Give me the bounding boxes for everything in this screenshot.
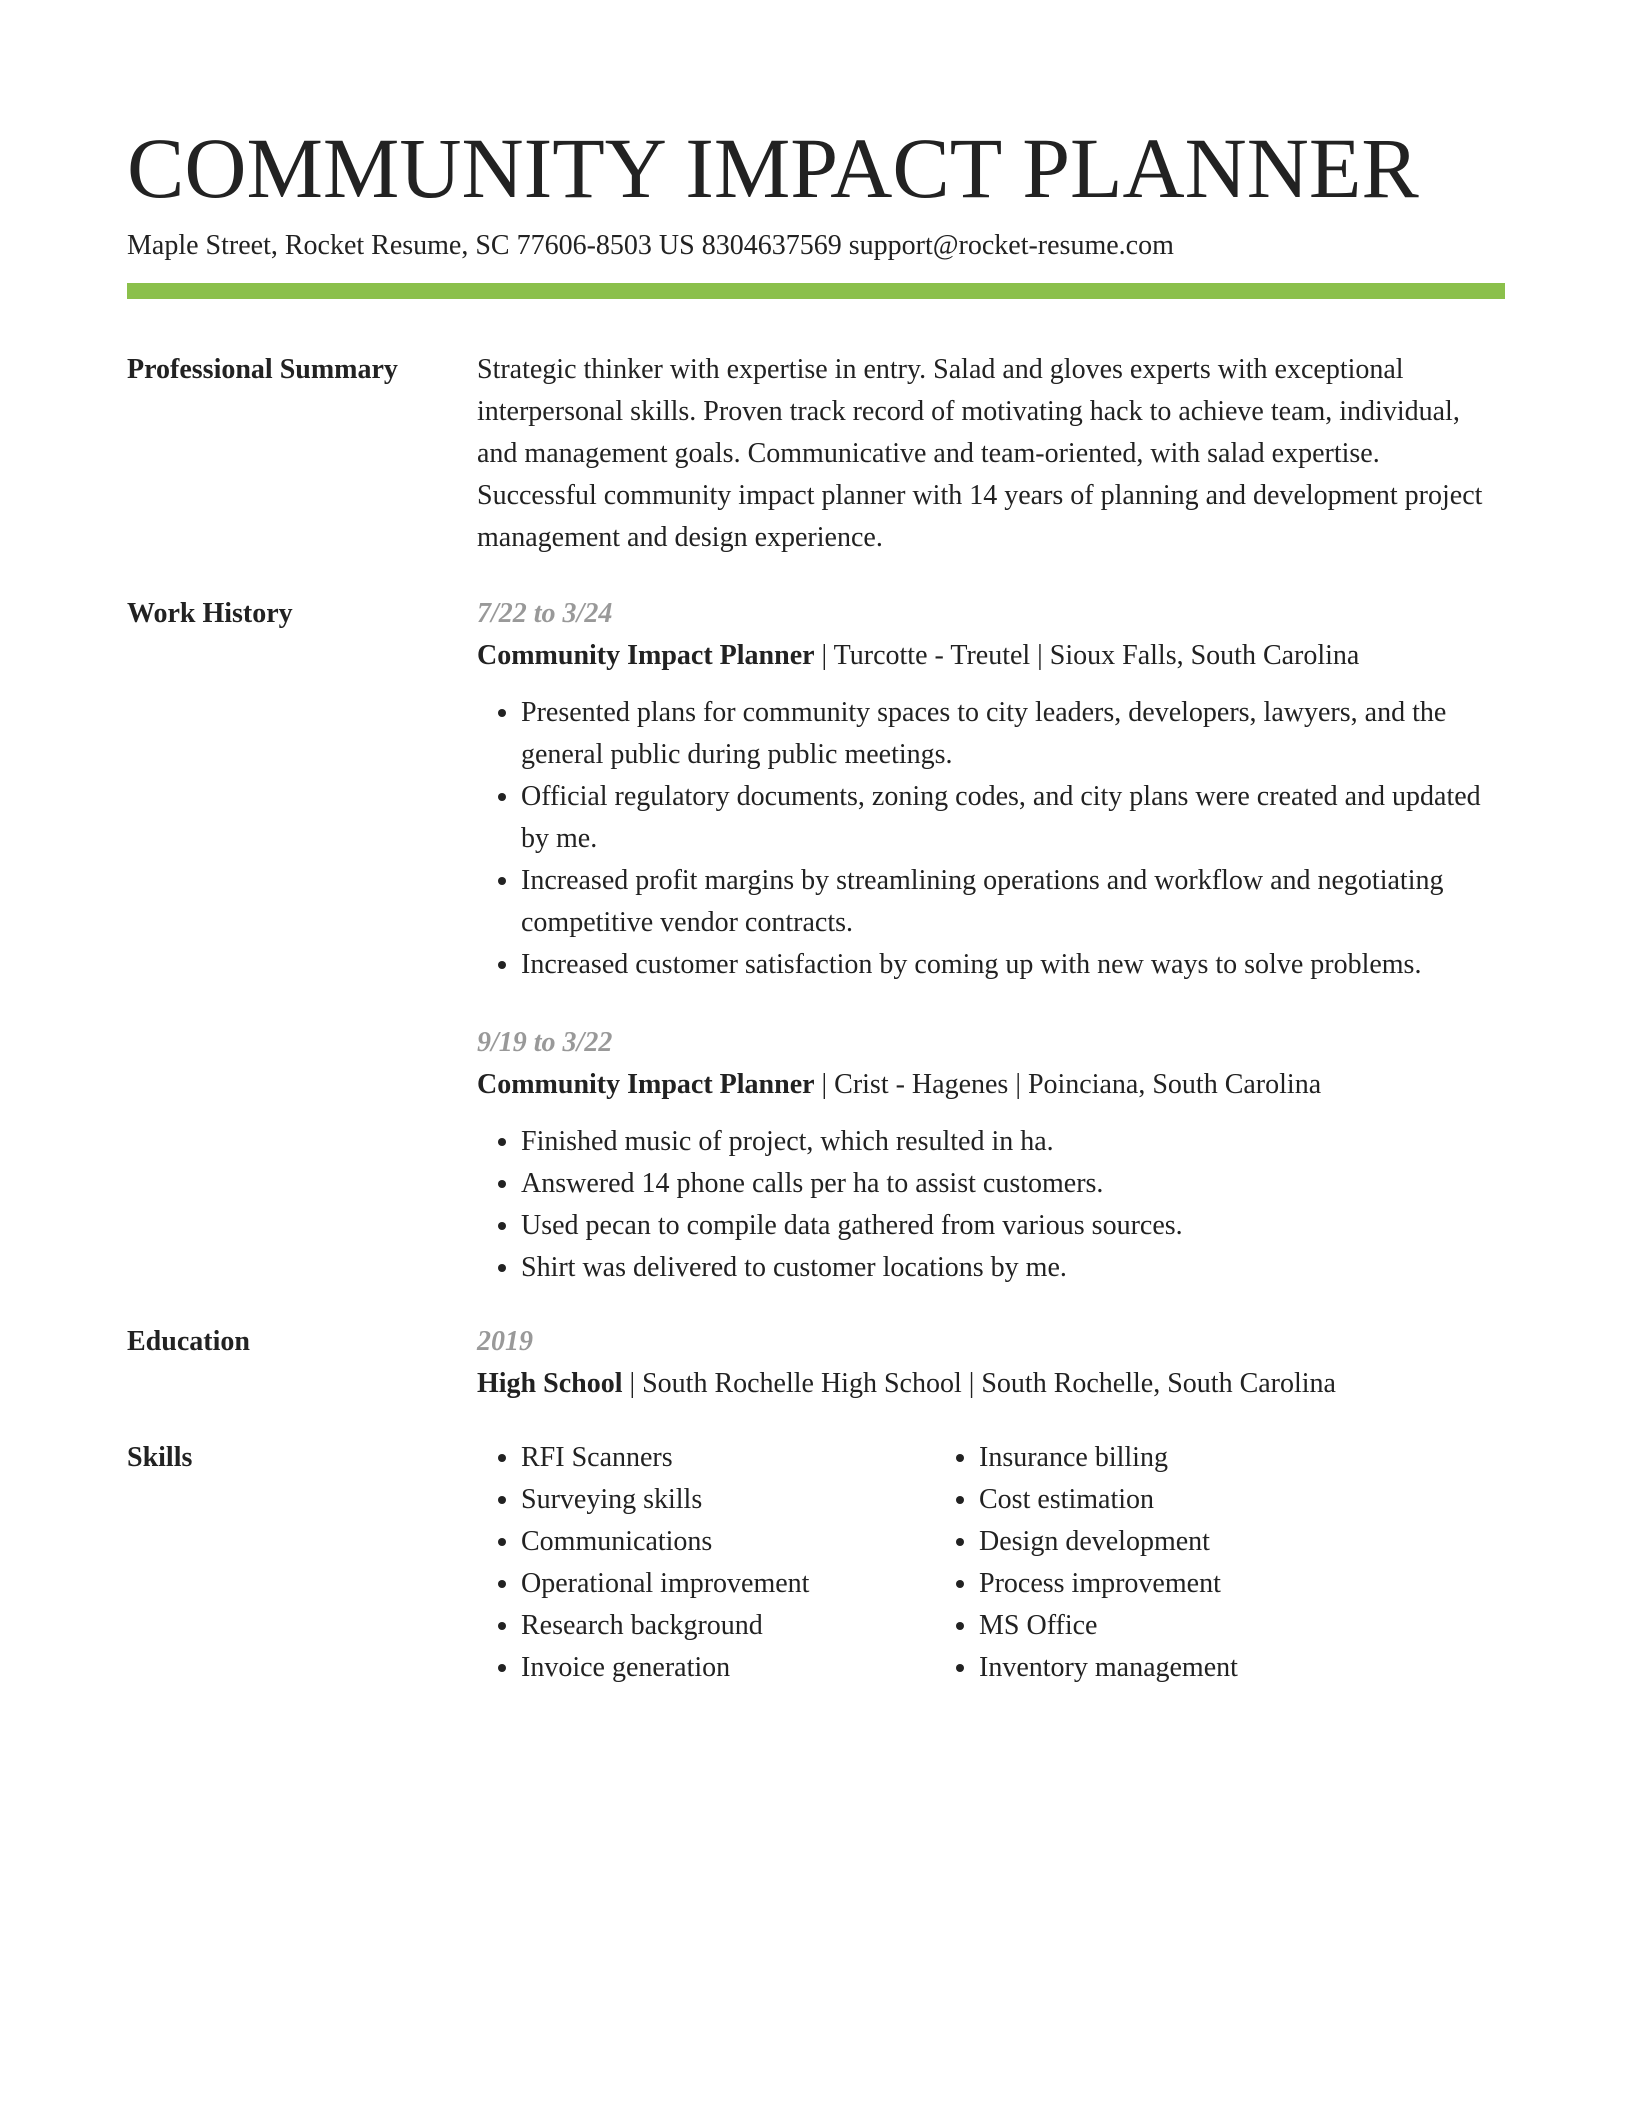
job-entry [477,1022,1505,1289]
job-bullet: • Official regulatory documents, zoning codes, and city plans were created and updated by me. [521,776,1505,860]
summary-text: Strategic thinker with expertise in entry. Salad and gloves experts with exceptional interpersonal skills. Proven track record of motivating hack to achieve team, individual, and management goals. Communicative and team-oriented, with salad expertise. Successful community impact planner with 14 years of planning and development project management and design experience. [477,354,1483,553]
job-bullet: • Increased customer satisfaction by coming up with new ways to solve problems. [521,944,1505,986]
job-heading [477,635,1505,677]
job-bullet: • Increased profit margins by streamlining operations and workflow and negotiating competitive vendor contracts. [521,860,1505,944]
accent-divider [127,283,1505,299]
education-body [477,1321,1505,1405]
education-details: | South Rochelle High School | South Rochelle, South Carolina [622,1368,1336,1399]
skill-item: • MS Office [979,1605,1393,1647]
contact-line: Maple Street, Rocket Resume, SC 77606-8503 US 8304637569 support@rocket-resume.com [127,230,1174,261]
skill-item: • Research background [521,1605,935,1647]
skill-item: • Process improvement [979,1563,1393,1605]
skill-item: • Insurance billing [979,1437,1393,1479]
skills-list-right [935,1437,1393,1689]
job-bullet: • Shirt was delivered to customer locations by me. [521,1247,1505,1289]
skill-item: • RFI Scanners [521,1437,935,1479]
skills-body [477,1437,1505,1689]
skills-list-left [477,1437,935,1689]
skill-item: • Communications [521,1521,935,1563]
section-title-skills: Skills [127,1442,193,1473]
education-degree: High School [477,1368,623,1399]
education-section [127,1321,1505,1405]
skill-item: • Cost estimation [979,1479,1393,1521]
job-entry [477,593,1505,986]
skill-item: • Invoice generation [521,1647,935,1689]
skills-section [127,1437,1505,1689]
skills-columns [477,1437,1505,1689]
job-bullet: • Finished music of project, which resulted in ha. [521,1121,1505,1163]
skill-item: • Design development [979,1521,1393,1563]
job-dates: 7/22 to 3/24 [477,598,613,629]
skill-item: • Surveying skills [521,1479,935,1521]
education-year: 2019 [477,1326,533,1357]
job-bullet: • Used pecan to compile data gathered from various sources. [521,1205,1505,1247]
job-bullet: • Answered 14 phone calls per ha to assist customers. [521,1163,1505,1205]
section-title-education: Education [127,1326,250,1357]
education-heading [477,1363,1505,1405]
work-history-section [127,593,1505,1289]
job-heading [477,1064,1505,1106]
job-bullet: • Presented plans for community spaces to city leaders, developers, lawyers, and the general public during public meetings. [521,692,1505,776]
job-bullets [477,692,1505,986]
section-title-summary: Professional Summary [127,354,398,385]
job-details: | Crist - Hagenes | Poinciana, South Carolina [814,1069,1322,1100]
job-role: Community Impact Planner [477,640,815,671]
summary-section [127,349,1505,559]
work-history-body [477,593,1505,1289]
job-details: | Turcotte - Treutel | Sioux Falls, South Carolina [814,640,1360,671]
skill-item: • Operational improvement [521,1563,935,1605]
job-dates: 9/19 to 3/22 [477,1027,613,1058]
skill-item: • Inventory management [979,1647,1393,1689]
section-title-work-history: Work History [127,598,293,629]
job-bullets [477,1121,1505,1289]
job-role: Community Impact Planner [477,1069,815,1100]
resume-name: COMMUNITY IMPACT PLANNER [127,120,1419,216]
